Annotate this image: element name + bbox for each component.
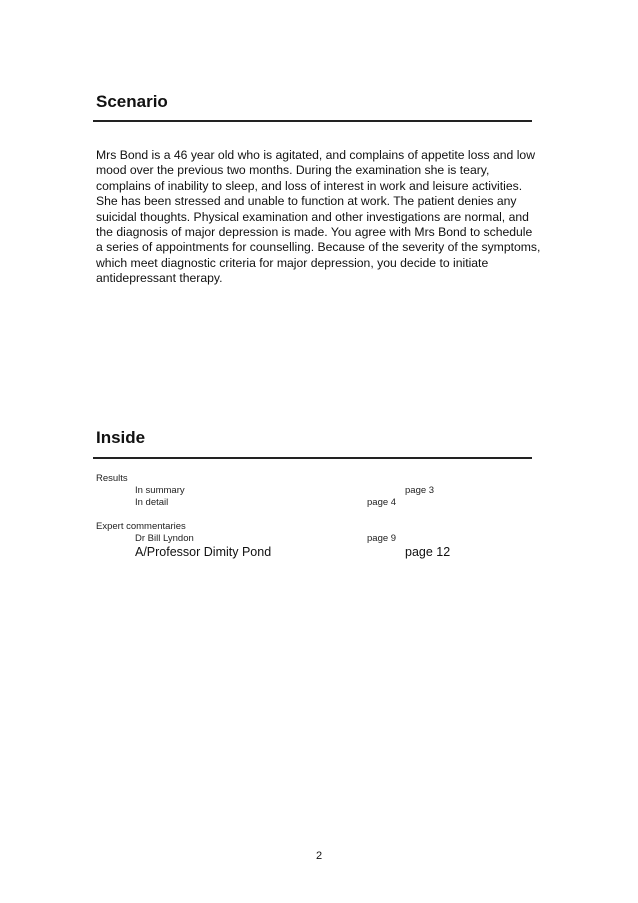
toc-item-page: page 9 xyxy=(367,533,397,544)
toc-item-label: In summary xyxy=(135,485,185,496)
toc-section-results: Results xyxy=(96,473,128,484)
inside-divider xyxy=(93,457,532,459)
toc-item-page: page 4 xyxy=(367,497,397,508)
toc-item-label: In detail xyxy=(135,497,169,508)
toc-item-label: A/Professor Dimity Pond xyxy=(135,545,272,559)
toc-item-page: page 12 xyxy=(405,545,451,559)
page-number: 2 xyxy=(315,850,323,862)
toc-item-label: Dr Bill Lyndon xyxy=(135,533,194,544)
toc-item-page: page 3 xyxy=(405,485,435,496)
scenario-heading: Scenario xyxy=(96,92,168,111)
scenario-paragraph: Mrs Bond is a 46 year old who is agitated, and complains of appetite loss and low mood over the previous two months. During the examination she is teary, complains of inability to sleep, and loss of interest in work and leisure activities. She has been stressed and unable to function at work. The patient denies any suicidal thoughts. Physical examination and other investigations are normal, and the diagnosis of major depression is made. You agree with Mrs Bond to schedule a series of appointments for counselling. Because of the severity of the symptoms, which meet diagnostic criteria for major depression, you decide to initiate antidepressant therapy. xyxy=(96,148,541,286)
toc-section-commentaries: Expert commentaries xyxy=(96,521,186,532)
scenario-divider xyxy=(93,120,532,122)
inside-heading: Inside xyxy=(96,428,146,447)
